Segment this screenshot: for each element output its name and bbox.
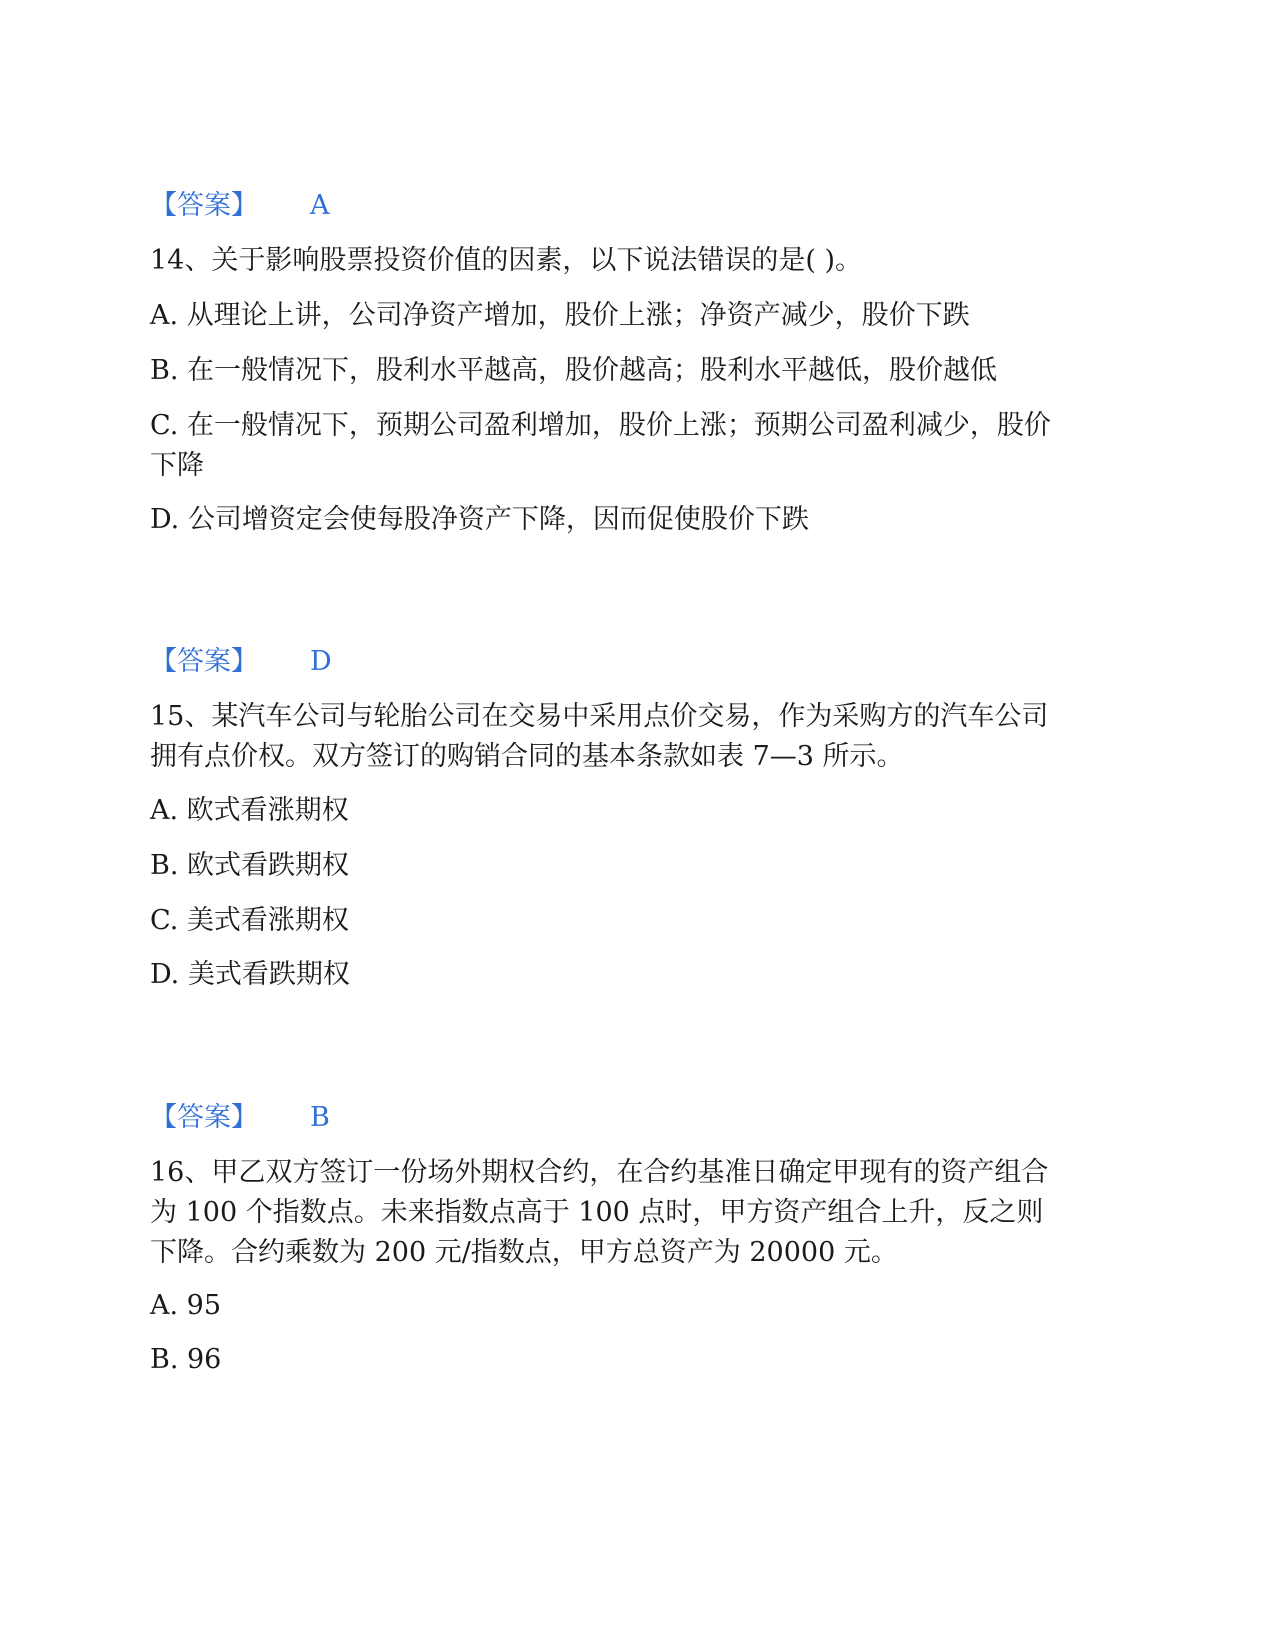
- answer-label: 【答案】: [150, 646, 258, 677]
- answer-row: [150, 642, 1110, 682]
- answer-value: D: [310, 646, 332, 677]
- answer-row: [150, 186, 1110, 226]
- question-option: C. 美式看涨期权: [150, 905, 349, 936]
- answer-value: A: [310, 190, 330, 221]
- question-option: A. 从理论上讲，公司净资产增加，股价上涨；净资产减少，股价下跌: [150, 300, 970, 331]
- question-option: A. 欧式看涨期权: [150, 795, 349, 826]
- answer-value: B: [310, 1102, 330, 1133]
- answer-label: 【答案】: [150, 1102, 258, 1133]
- answer-row: [150, 1098, 1110, 1138]
- question-option: D. 公司增资定会使每股净资产下降，因而促使股价下跌: [150, 504, 809, 535]
- question-stem: 14、关于影响股票投资价值的因素，以下说法错误的是( )。: [150, 245, 863, 276]
- answer-label: 【答案】: [150, 190, 258, 221]
- question-option: B. 96: [150, 1344, 222, 1375]
- question-option: B. 在一般情况下，股利水平越高，股价越高；股利水平越低，股价越低: [150, 355, 998, 386]
- question-stem: 16、甲乙双方签订一份场外期权合约，在合约基准日确定甲现有的资产组合为 100 个指数点。未来指数点高于 100 点时，甲方资产组合上升，反之则下降。合约乘数为 200 元/指数点，甲方总资产为 20000 元。: [150, 1157, 1049, 1268]
- question-option: C. 在一般情况下，预期公司盈利增加，股价上涨；预期公司盈利减少，股价下降: [150, 410, 1051, 481]
- question-option: D. 美式看跌期权: [150, 959, 350, 990]
- question-stem: 15、某汽车公司与轮胎公司在交易中采用点价交易，作为采购方的汽车公司拥有点价权。双方签订的购销合同的基本条款如表 7—3 所示。: [150, 701, 1049, 772]
- question-option: B. 欧式看跌期权: [150, 850, 350, 881]
- question-option: A. 95: [150, 1290, 222, 1321]
